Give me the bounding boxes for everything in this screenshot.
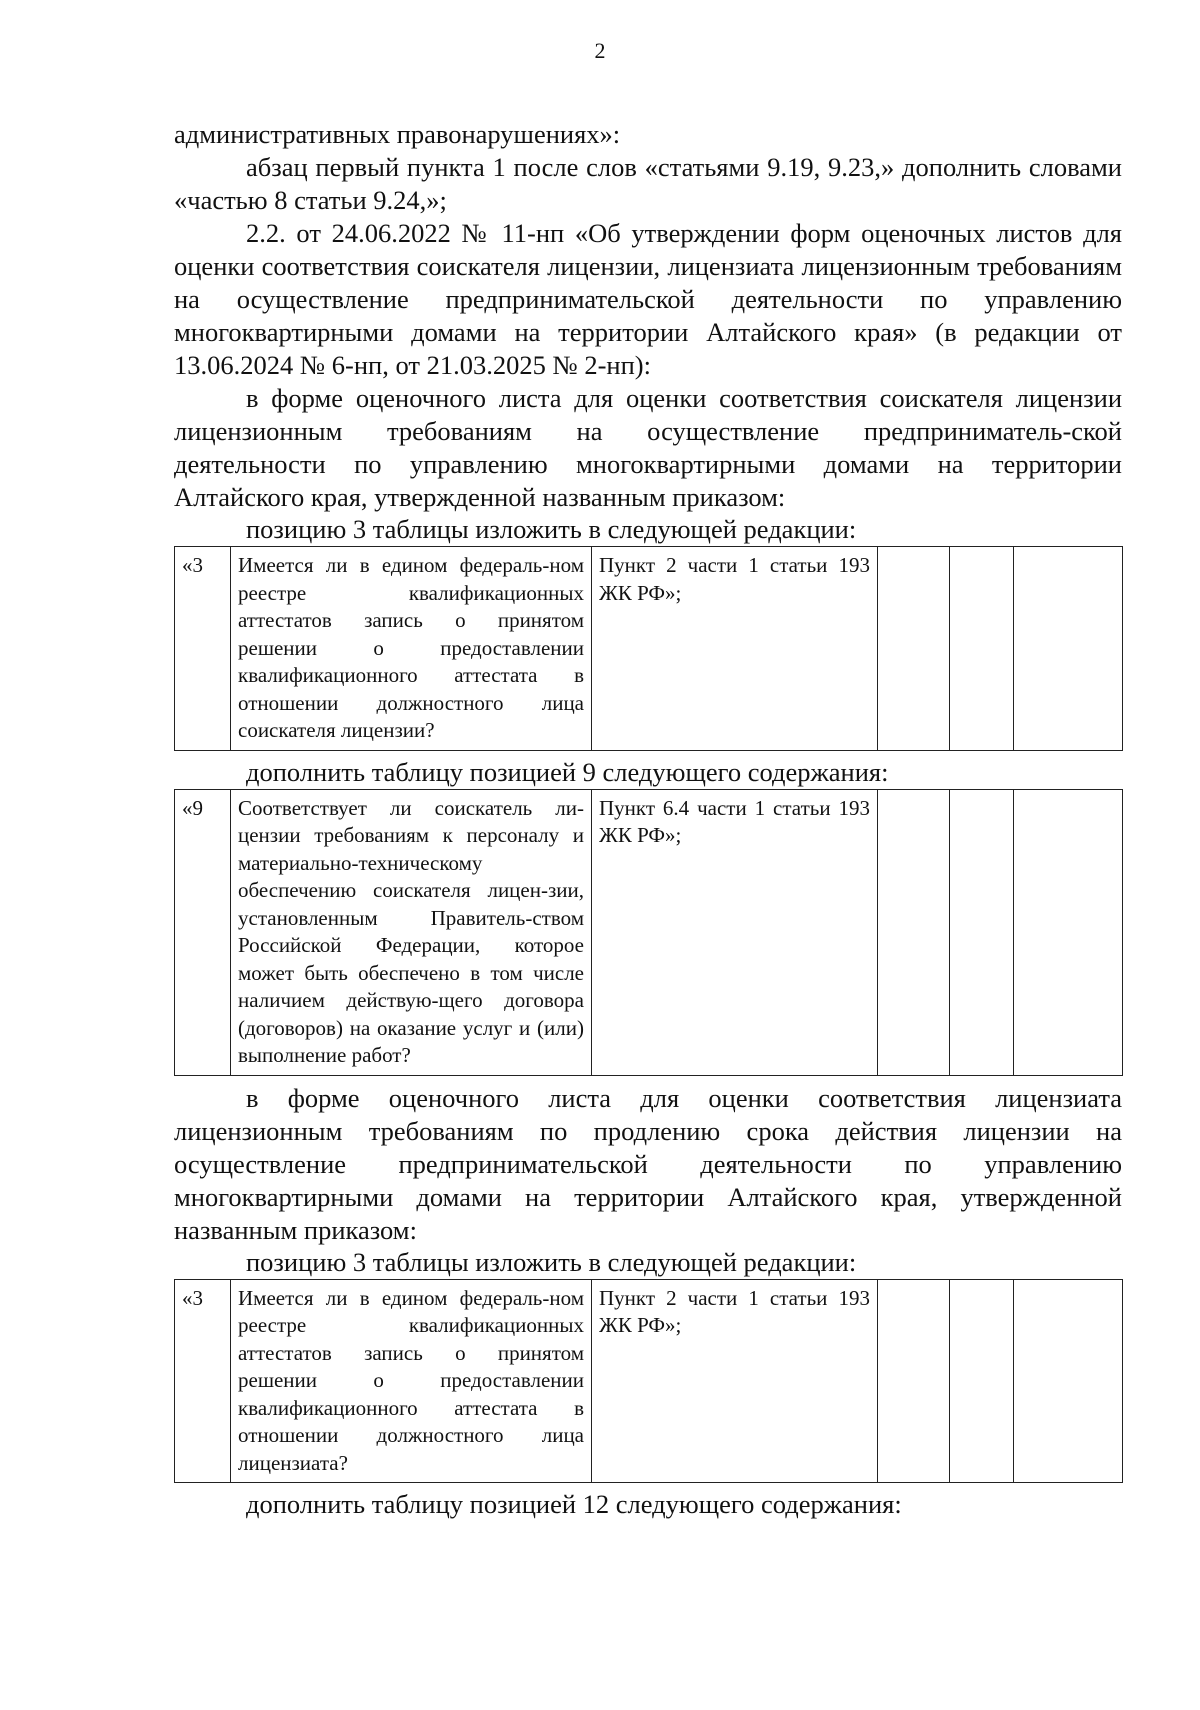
empty-cell [878, 1279, 950, 1483]
paragraph-position-12-heading: дополнить таблицу позицией 12 следующего содержания: [246, 1489, 902, 1519]
document-body [174, 118, 1122, 1519]
question-cell: Имеется ли в едином федераль-ном реестре квалификационных аттестатов запись о принятом решении о предоставлении квалификационного аттестата в отношении должностного лица лицензиата? [231, 1279, 592, 1483]
empty-cell [1014, 789, 1123, 1075]
table-row [175, 547, 1123, 751]
paragraph-order-2-2: 2.2. от 24.06.2022 № 11-нп «Об утверждении форм оценочных листов для оценки соответствия соискателя лицензии, лицензиата лицензионным требованиям на осуществление предпринимательской деятельности по управлению многоквартирными домами на территории Алтайского края» (в редакции от 13.06.2024 № 6-нп, от 21.03.2025 № 2-нп): [174, 218, 1122, 380]
empty-cell [1014, 547, 1123, 751]
paragraph-form-licensee: в форме оценочного листа для оценки соответствия лицензиата лицензионным требованиям по продлению срока действия лицензии на осуществление предпринимательской деятельности по управлению многоквартирными домами на территории Алтайского края, утвержденной названным приказом: [174, 1082, 1122, 1245]
legal-basis-cell: Пункт 6.4 части 1 статьи 193 ЖК РФ»; [592, 789, 878, 1075]
paragraph-position-9-heading: дополнить таблицу позицией 9 следующего содержания: [246, 756, 889, 787]
position-number: «3 [175, 547, 231, 751]
empty-cell [950, 547, 1014, 751]
legal-basis-cell: Пункт 2 части 1 статьи 193 ЖК РФ»; [592, 1279, 878, 1483]
position-number: «9 [175, 789, 231, 1075]
table-row [175, 789, 1123, 1075]
paragraph-position-3-heading: позицию 3 таблицы изложить в следующей редакции: [246, 514, 857, 544]
table-row [175, 1279, 1123, 1483]
empty-cell [878, 547, 950, 751]
paragraph-amendment-1: абзац первый пункта 1 после слов «статьями 9.19, 9.23,» дополнить словами «частью 8 статьи 9.24,»; [174, 152, 1122, 215]
empty-cell [1014, 1279, 1123, 1483]
empty-cell [950, 789, 1014, 1075]
legal-basis-cell: Пункт 2 части 1 статьи 193 ЖК РФ»; [592, 547, 878, 751]
question-cell: Соответствует ли соискатель ли-цензии требованиям к персоналу и материально-техническому обеспечению соискателя лицен-зии, установленным Правитель-ством Российской Федерации, которое может быть обеспечено в том числе наличием действую-щего договора (договоров) на оказание услуг и (или) выполнение работ? [231, 789, 592, 1075]
empty-cell [950, 1279, 1014, 1483]
paragraph-form-applicant: в форме оценочного листа для оценки соответствия соискателя лицензии лицензионным требованиям на осуществление предприниматель-ской деятельности по управлению многоквартирными домами на территории Алтайского края, утвержденной названным приказом: [174, 383, 1122, 512]
table-position-3-applicant [174, 546, 1123, 751]
paragraph-position-3-licensee-heading: позицию 3 таблицы изложить в следующей редакции: [246, 1246, 857, 1277]
position-number: «3 [175, 1279, 231, 1483]
table-position-9-applicant [174, 789, 1123, 1076]
page-number: 2 [594, 38, 606, 63]
empty-cell [878, 789, 950, 1075]
table-position-3-licensee [174, 1279, 1123, 1484]
paragraph-continuation: административных правонарушениях»: [174, 119, 621, 149]
question-cell: Имеется ли в едином федераль-ном реестре квалификационных аттестатов запись о принятом решении о предоставлении квалификационного аттестата в отношении должностного лица соискателя лицензии? [231, 547, 592, 751]
